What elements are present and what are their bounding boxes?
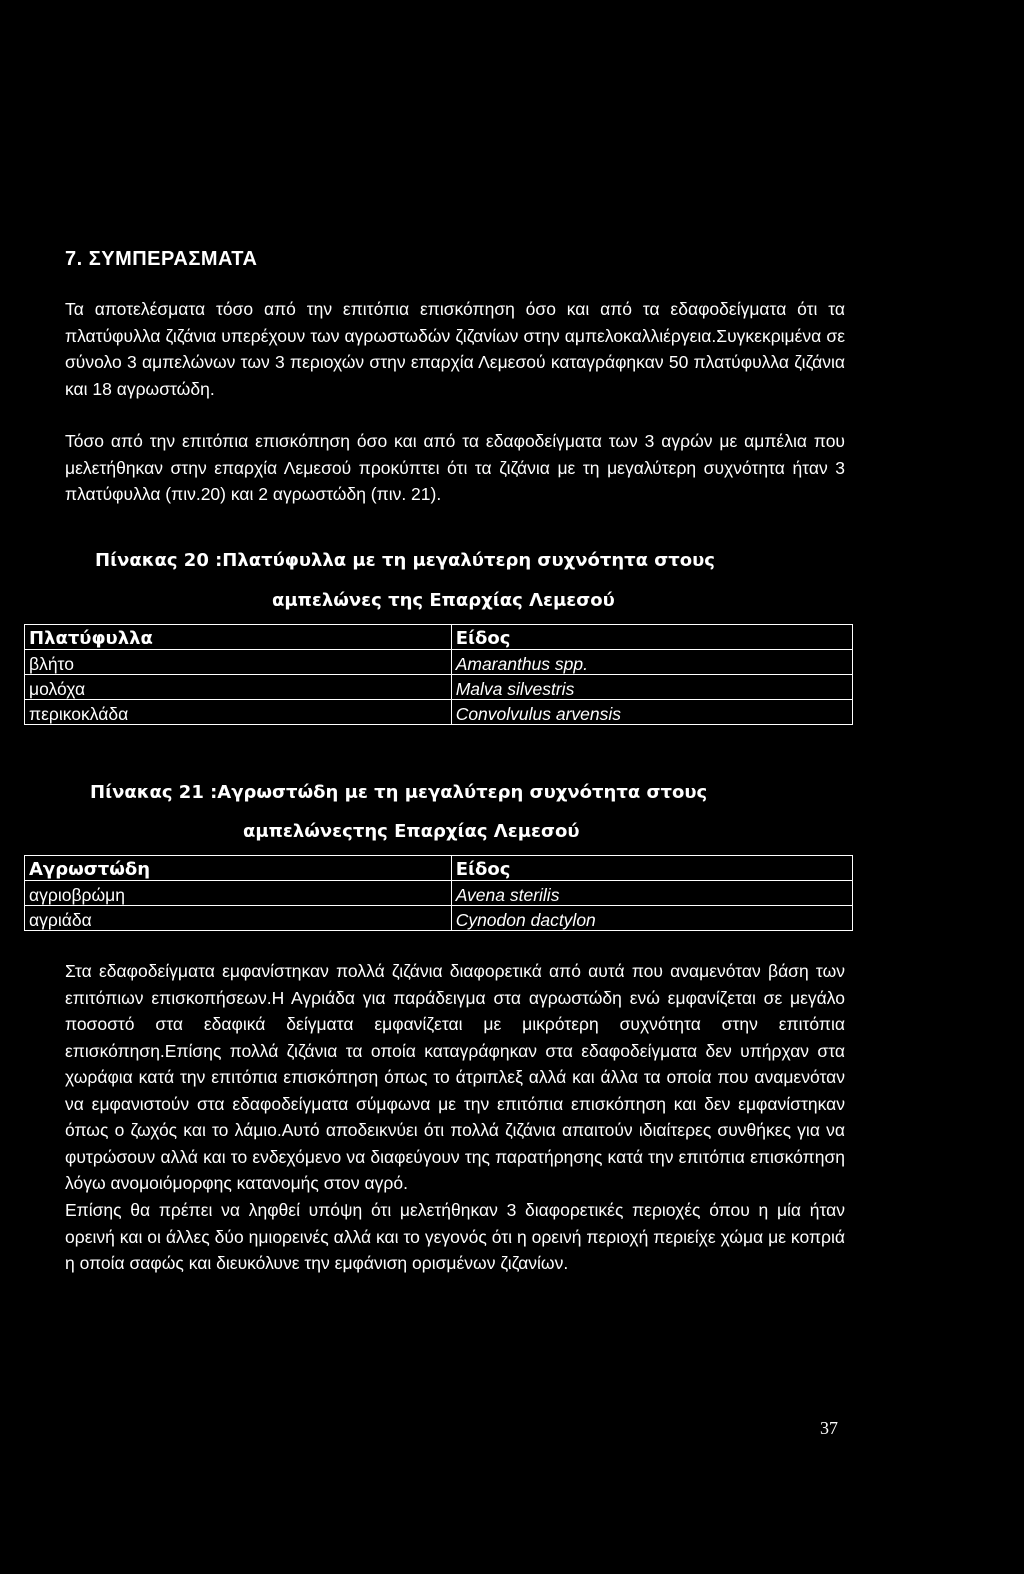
paragraph-frequency: Τόσο από την επιτόπια επισκόπηση όσο και από τα εδαφοδείγματα των 3 αγρών με αμπέλια που μελετήθηκαν στην επαρχία Λεμεσού προκύπτει ότι τα ζιζάνια με τη μεγαλύτερη συχνότητα ήταν 3 πλατύφυλλα (πιν.20) και 2 αγρωστώδη (πιν. 21). bbox=[65, 431, 845, 504]
table21-caption-line1: Πίνακας 21 :Αγρωστώδη με τη μεγαλύτερη συχνότητα στους bbox=[90, 782, 708, 803]
species-cell: Avena sterilis bbox=[451, 881, 852, 906]
species-cell: Malva silvestris bbox=[451, 675, 852, 700]
section-heading: 7. ΣΥΜΠΕΡΑΣΜΑΤΑ bbox=[65, 248, 258, 270]
species-cell: Convolvulus arvensis bbox=[451, 700, 852, 725]
table-header-cell: Αγρωστώδη bbox=[25, 856, 452, 881]
table-row bbox=[25, 700, 853, 725]
table-header-cell: Είδος bbox=[451, 625, 852, 650]
common-name-cell: αγριάδα bbox=[25, 906, 452, 931]
table-header-row bbox=[25, 856, 853, 881]
table20-caption-line1: Πίνακας 20 :Πλατύφυλλα με τη μεγαλύτερη συχνότητα στους bbox=[95, 550, 715, 571]
common-name-cell: περικοκλάδα bbox=[25, 700, 452, 725]
paragraph-results: Τα αποτελέσματα τόσο από την επιτόπια επισκόπηση όσο και από τα εδαφοδείγματα ότι τα πλατύφυλλα ζιζάνια υπερέχουν των αγρωστωδών ζιζανίων στην αμπελοκαλλιέργεια.Συγκεκριμένα σε σύνολο 3 αμπελώνων των 3 περιοχών στην επαρχία Λεμεσού καταγράφηκαν 50 πλατύφυλλα ζιζάνια και 18 αγρωστώδη. bbox=[65, 299, 845, 399]
table-header-cell: Είδος bbox=[451, 856, 852, 881]
table20-caption-line2: αμπελώνες της Επαρχίας Λεμεσού bbox=[272, 590, 615, 611]
table-row bbox=[25, 906, 853, 931]
paragraph-regions: Επίσης θα πρέπει να ληφθεί υπόψη ότι μελετήθηκαν 3 διαφορετικές περιοχές όπου η μία ήταν ορεινή και οι άλλες δύο ημιορεινές αλλά και το γεγονός ότι η ορεινή περιοχή περιείχε χώμα με κοπριά η οποία σαφώς και διευκόλυνε την εμφάνιση ορισμένων ζιζανίων. bbox=[65, 1200, 845, 1273]
table-header-cell: Πλατύφυλλα bbox=[25, 625, 452, 650]
paragraph-soil-samples: Στα εδαφοδείγματα εμφανίστηκαν πολλά ζιζάνια διαφορετικά από αυτά που αναμενόταν βάση των επιτόπιων επισκοπήσεων.Η Αγριάδα για παράδειγμα στα αγρωστώδη ενώ εμφανίζεται σε μεγάλο ποσοστό στα εδαφικά δείγματα εμφανίζεται με μικρότερη συχνότητα στην επιτόπια επισκόπηση.Επίσης πολλά ζιζάνια τα οποία καταγράφηκαν στα εδαφοδείγματα δεν υπήρχαν στα χωράφια κατά την επιτόπια επισκόπηση όπως το άτριπλεξ αλλά και άλλα τα οποία που αναμενόταν να εμφανιστούν στα εδαφοδείγματα σύμφωνα με την επιτόπια επισκόπηση και δεν εμφανίστηκαν όπως ο ζωχός και το λάμιο.Αυτό αποδεικνύει ότι πολλά ζιζάνια απαιτούν ιδιαίτερες συνθήκες για να φυτρώσουν αλλά και το ενδεχόμενο να διαφεύγουν της παρατήρησης κατά την επιτόπια επισκόπηση λόγω ανομοιόμορφης κατανομής στον αγρό. bbox=[65, 961, 845, 1193]
table21-caption-line2: αμπελώνεςτης Επαρχίας Λεμεσού bbox=[243, 821, 580, 842]
table-row bbox=[25, 650, 853, 675]
table-header-row bbox=[25, 625, 853, 650]
common-name-cell: μολόχα bbox=[25, 675, 452, 700]
species-cell: Amaranthus spp. bbox=[451, 650, 852, 675]
species-cell: Cynodon dactylon bbox=[451, 906, 852, 931]
table-20-broadleaf-weeds bbox=[24, 624, 853, 725]
common-name-cell: αγριοβρώμη bbox=[25, 881, 452, 906]
page-number: 37 bbox=[820, 1418, 838, 1438]
common-name-cell: βλήτο bbox=[25, 650, 452, 675]
table-row bbox=[25, 675, 853, 700]
table-row bbox=[25, 881, 853, 906]
table-21-grass-weeds bbox=[24, 855, 853, 931]
